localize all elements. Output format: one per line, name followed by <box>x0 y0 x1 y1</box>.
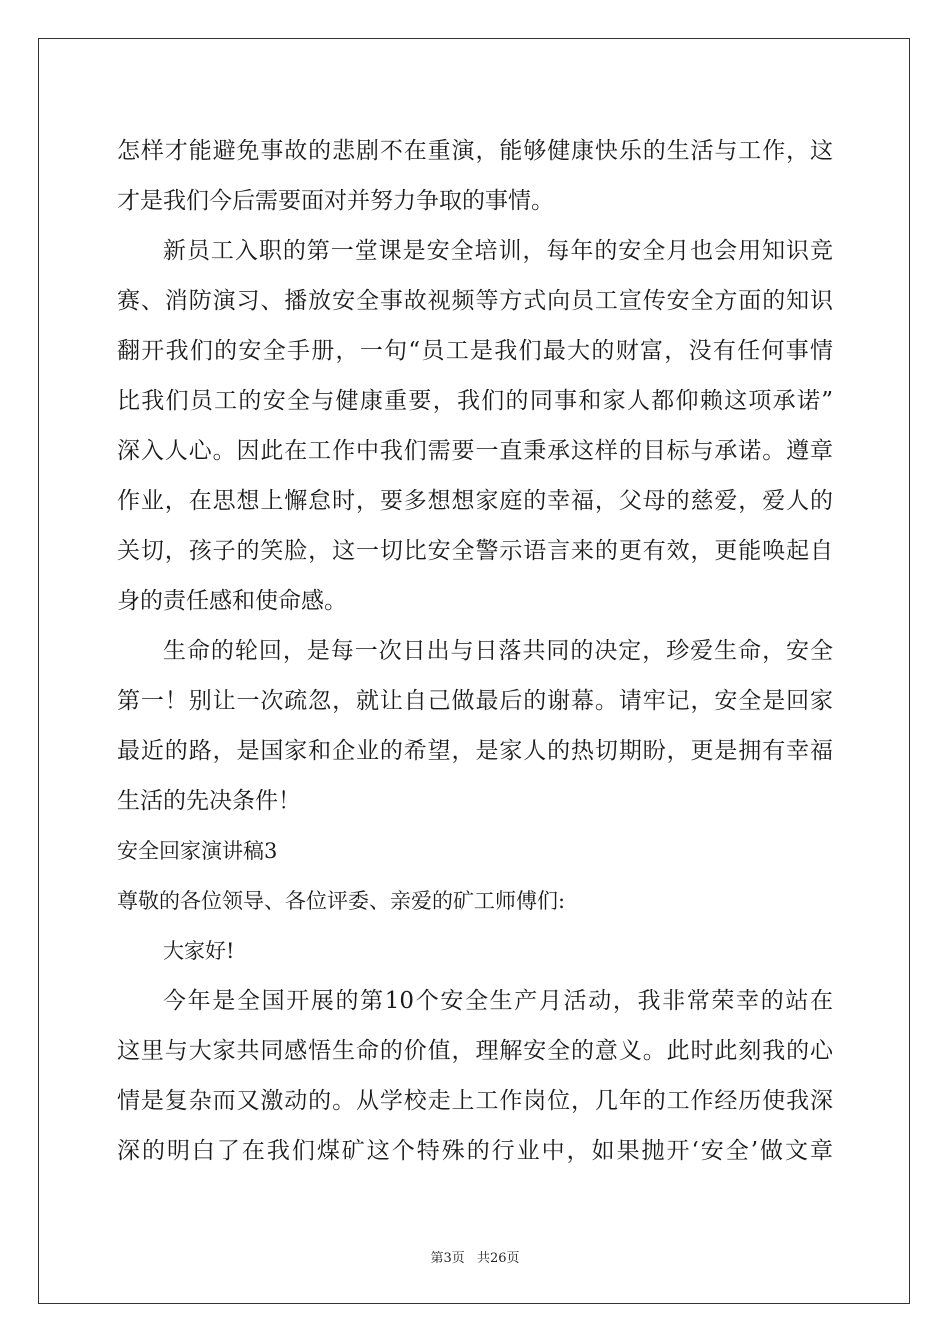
text-line: 最近的路，是国家和企业的希望，是家人的热切期盼，更是拥有幸福 <box>117 738 833 764</box>
text-line: 才是我们今后需要面对并努力争取的事情。 <box>117 188 554 214</box>
text-line: 生活的先决条件！ <box>117 788 301 814</box>
section-title: 安全回家演讲稿3 <box>117 839 278 863</box>
paragraph-start-line: 生命的轮回，是每一次日出与日落共同的决定，珍爱生命，安全 <box>163 638 833 664</box>
text-line: 赛、消防演习、播放安全事故视频等方式向员工宣传安全方面的知识 <box>117 288 833 314</box>
text-line: 关切，孩子的笑脸，这一切比安全警示语言来的更有效，更能唤起自 <box>117 538 833 564</box>
text-line: 第一！别让一次疏忽，就让自己做最后的谢幕。请牢记，安全是回家 <box>117 688 833 714</box>
greeting: 大家好! <box>163 939 235 963</box>
text-line: 身的责任感和使命感。 <box>117 588 347 614</box>
text-line: 翻开我们的安全手册，一句“员工是我们最大的财富，没有任何事情 <box>117 338 833 364</box>
text-line: 深入人心。因此在工作中我们需要一直秉承这样的目标与承诺。遵章 <box>117 438 833 464</box>
salutation: 尊敬的各位领导、各位评委、亲爱的矿工师傅们: <box>117 889 566 913</box>
page-total: 共26页 <box>476 1251 520 1266</box>
text-line: 这里与大家共同感悟生命的价值，理解安全的意义。此时此刻我的心 <box>117 1038 833 1064</box>
paragraph-start-line: 新员工入职的第一堂课是安全培训，每年的安全月也会用知识竞 <box>163 238 833 264</box>
text-line: 比我们员工的安全与健康重要，我们的同事和家人都仰赖这项承诺” <box>117 388 833 414</box>
paragraph-start-line: 今年是全国开展的第10个安全生产月活动，我非常荣幸的站在 <box>163 988 833 1014</box>
text-line: 深的明白了在我们煤矿这个特殊的行业中，如果抛开‘安全’做文章 <box>117 1138 833 1164</box>
text-line: 作业，在思想上懈怠时，要多想想家庭的幸福，父母的慈爱，爱人的 <box>117 488 833 514</box>
text-line: 怎样才能避免事故的悲剧不在重演，能够健康快乐的生活与工作，这 <box>117 138 833 164</box>
text-line: 情是复杂而又激动的。从学校走上工作岗位，几年的工作经历使我深 <box>117 1088 833 1114</box>
page-number: 第3页 <box>430 1251 465 1266</box>
page-footer <box>0 1247 950 1266</box>
